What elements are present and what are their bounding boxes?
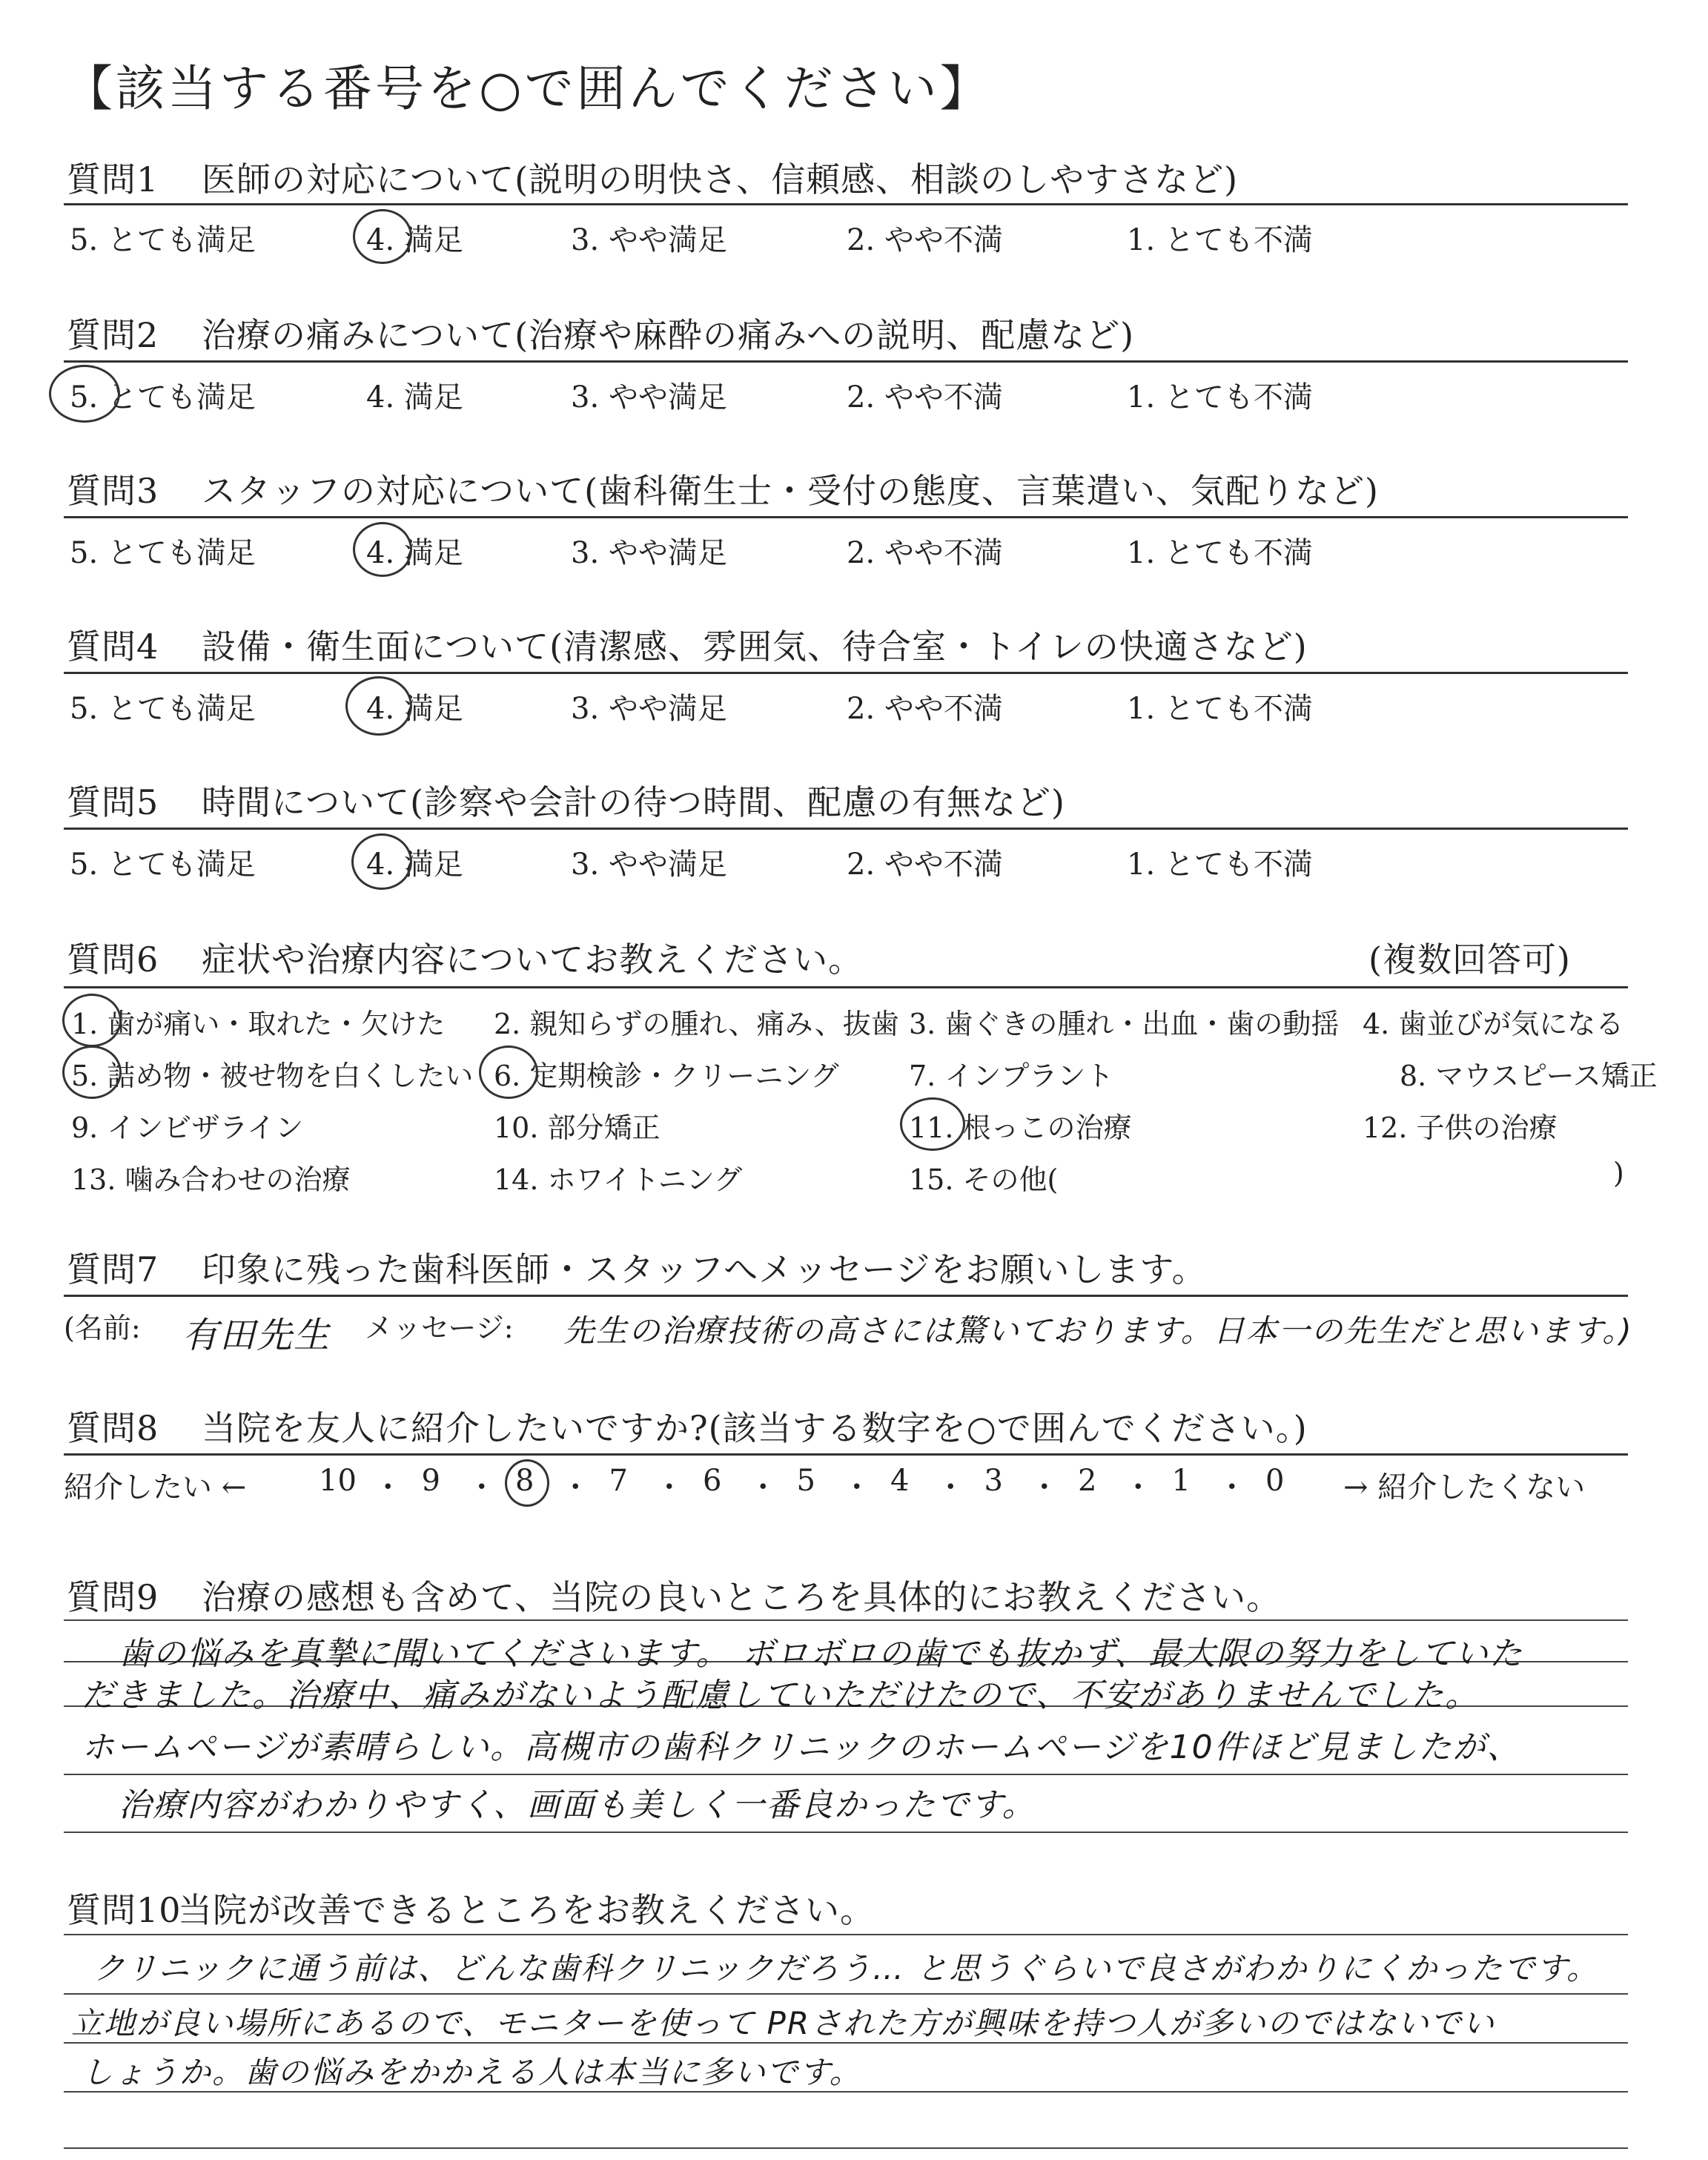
selection-circle bbox=[351, 833, 412, 890]
q2-option-1[interactable]: 1. とても不満 bbox=[1127, 380, 1313, 415]
divider bbox=[64, 828, 1628, 830]
question-2-text: 治療の痛みについて(治療や麻酔の痛みへの説明、配慮など) bbox=[202, 315, 1135, 355]
q3-option-1[interactable]: 1. とても不満 bbox=[1127, 536, 1313, 570]
question-4-label: 質問4 bbox=[67, 627, 159, 667]
scale-separator: ・ bbox=[841, 1470, 872, 1505]
q3-option-2[interactable]: 2. やや不満 bbox=[847, 536, 1003, 570]
question-6-label: 質問6 bbox=[67, 939, 159, 980]
divider bbox=[64, 516, 1628, 518]
question-7-text: 印象に残った歯科医師・スタッフへメッセージをお願いします。 bbox=[202, 1249, 1207, 1289]
selection-circle bbox=[900, 1097, 965, 1151]
selection-circle bbox=[62, 1046, 122, 1099]
page-title: 【該当する番号を○で囲んでください】 bbox=[64, 60, 992, 117]
q3-option-3[interactable]: 3. やや満足 bbox=[571, 536, 727, 570]
divider bbox=[64, 360, 1628, 363]
scale-value-4[interactable]: 4 bbox=[890, 1464, 910, 1498]
q1-option-3[interactable]: 3. やや満足 bbox=[571, 223, 727, 257]
selection-circle bbox=[345, 676, 412, 736]
q2-option-4[interactable]: 4. 満足 bbox=[366, 380, 463, 415]
q9-answer-line-4[interactable]: 治療内容がわかりやすく、画面も美しく一番良かったです。 bbox=[119, 1786, 1036, 1824]
scale-separator: ・ bbox=[373, 1470, 403, 1505]
name-value[interactable]: 有田先生 bbox=[182, 1315, 331, 1356]
scale-separator: ・ bbox=[560, 1470, 591, 1505]
question-8-text: 当院を友人に紹介したいですか?(該当する数字を○で囲んでください。) bbox=[202, 1408, 1308, 1448]
question-2-label: 質問2 bbox=[67, 315, 159, 355]
q2-option-2[interactable]: 2. やや不満 bbox=[847, 380, 1003, 415]
divider bbox=[64, 203, 1628, 205]
q5-option-5[interactable]: 5. とても満足 bbox=[70, 848, 256, 882]
scale-value-0[interactable]: 0 bbox=[1265, 1464, 1285, 1498]
q6-option-9[interactable]: 9. インビザライン bbox=[71, 1112, 304, 1144]
divider bbox=[64, 986, 1628, 988]
question-5-text: 時間について(診察や会計の待つ時間、配慮の有無など) bbox=[202, 782, 1065, 822]
q5-option-4[interactable]: 4. 満足 bbox=[366, 848, 463, 882]
scale-value-6[interactable]: 6 bbox=[703, 1464, 722, 1498]
scale-separator: ・ bbox=[1029, 1470, 1059, 1505]
q3-option-5[interactable]: 5. とても満足 bbox=[70, 536, 256, 570]
selection-circle bbox=[505, 1459, 549, 1507]
q6-option-10[interactable]: 10. 部分矯正 bbox=[494, 1112, 661, 1144]
q4-option-5[interactable]: 5. とても満足 bbox=[70, 692, 256, 726]
scale-value-1[interactable]: 1 bbox=[1171, 1464, 1191, 1498]
scale-value-8[interactable]: 8 bbox=[515, 1464, 534, 1498]
question-10-text: 当院が改善できるところをお教えください。 bbox=[178, 1890, 875, 1930]
scale-separator: ・ bbox=[1123, 1470, 1153, 1505]
q6-option-11[interactable]: 11. 根っこの治療 bbox=[909, 1112, 1132, 1144]
q6-option-5[interactable]: 5. 詰め物・被せ物を白くしたい bbox=[71, 1060, 474, 1092]
q4-option-4[interactable]: 4. 満足 bbox=[366, 692, 463, 726]
question-1-text: 医師の対応について(説明の明快さ、信頼感、相談のしやすさなど) bbox=[202, 159, 1239, 199]
answer-line bbox=[64, 1832, 1628, 1833]
q6-option-8[interactable]: 8. マウスピース矯正 bbox=[1400, 1060, 1658, 1092]
question-5-label: 質問5 bbox=[67, 782, 159, 822]
scale-separator: ・ bbox=[936, 1470, 966, 1505]
answer-line bbox=[64, 1934, 1628, 1935]
selection-circle bbox=[353, 522, 412, 577]
message-label: メッセージ: bbox=[365, 1312, 514, 1344]
q6-option-1[interactable]: 1. 歯が痛い・取れた・欠けた bbox=[71, 1008, 446, 1040]
q9-answer-line-3[interactable]: ホームページが素晴らしい。高槻市の歯科クリニックのホームページを10件ほど見ましたが、 bbox=[82, 1728, 1521, 1766]
q6-option-15-close: ) bbox=[1613, 1157, 1624, 1189]
q2-option-5[interactable]: 5. とても満足 bbox=[70, 380, 256, 415]
scale-value-3[interactable]: 3 bbox=[984, 1464, 1003, 1498]
q5-option-2[interactable]: 2. やや不満 bbox=[847, 848, 1003, 882]
scale-value-7[interactable]: 7 bbox=[609, 1464, 628, 1498]
scale-value-9[interactable]: 9 bbox=[421, 1464, 440, 1498]
q4-option-1[interactable]: 1. とても不満 bbox=[1127, 692, 1313, 726]
answer-line bbox=[64, 1993, 1628, 1995]
question-1-label: 質問1 bbox=[67, 159, 159, 199]
q2-option-3[interactable]: 3. やや満足 bbox=[571, 380, 727, 415]
q3-option-4[interactable]: 4. 満足 bbox=[366, 536, 463, 570]
q6-option-13[interactable]: 13. 噛み合わせの治療 bbox=[71, 1163, 351, 1196]
selection-circle bbox=[62, 994, 122, 1047]
q9-answer-line-1[interactable]: 歯の悩みを真摯に聞いてくださいます。 ボロボロの歯でも抜かず、最大限の努力をしていた bbox=[119, 1635, 1523, 1673]
q6-option-15[interactable]: 15. その他( bbox=[909, 1163, 1059, 1196]
q6-option-2[interactable]: 2. 親知らずの腫れ、痛み、抜歯 bbox=[494, 1008, 899, 1040]
q4-option-3[interactable]: 3. やや満足 bbox=[571, 692, 727, 726]
q6-option-14[interactable]: 14. ホワイトニング bbox=[494, 1163, 743, 1196]
divider bbox=[64, 672, 1628, 674]
q9-answer-line-2[interactable]: だきました。治療中、痛みがないよう配慮していただけたので、不安がありませんでした。 bbox=[82, 1677, 1480, 1714]
question-6-note: (複数回答可) bbox=[1368, 939, 1571, 980]
scale-left-label: 紹介したい ← bbox=[64, 1470, 247, 1505]
q10-answer-line-3[interactable]: しょうか。歯の悩みをかかえる人は本当に多いです。 bbox=[82, 2054, 862, 2090]
q1-option-5[interactable]: 5. とても満足 bbox=[70, 223, 256, 257]
scale-value-2[interactable]: 2 bbox=[1078, 1464, 1097, 1498]
message-value[interactable]: 先生の治療技術の高さには驚いております。日本一の先生だと思います。) bbox=[563, 1312, 1633, 1349]
scale-separator: ・ bbox=[1217, 1470, 1247, 1505]
scale-separator: ・ bbox=[654, 1470, 684, 1505]
divider bbox=[64, 1453, 1628, 1456]
q6-option-3[interactable]: 3. 歯ぐきの腫れ・出血・歯の動揺 bbox=[909, 1008, 1340, 1040]
question-3-text: スタッフの対応について(歯科衛生士・受付の態度、言葉遣い、気配りなど) bbox=[202, 471, 1379, 511]
q1-option-4[interactable]: 4. 満足 bbox=[366, 223, 463, 257]
q1-option-1[interactable]: 1. とても不満 bbox=[1127, 223, 1313, 257]
question-8-label: 質問8 bbox=[67, 1408, 159, 1448]
scale-separator: ・ bbox=[748, 1470, 778, 1505]
q6-option-4[interactable]: 4. 歯並びが気になる bbox=[1363, 1008, 1624, 1040]
q1-option-2[interactable]: 2. やや不満 bbox=[847, 223, 1003, 257]
q6-option-6[interactable]: 6. 定期検診・クリーニング bbox=[494, 1060, 839, 1092]
divider bbox=[64, 1295, 1628, 1297]
q4-option-2[interactable]: 2. やや不満 bbox=[847, 692, 1003, 726]
scale-value-5[interactable]: 5 bbox=[796, 1464, 815, 1498]
scale-separator: ・ bbox=[466, 1470, 497, 1505]
question-9-text: 治療の感想も含めて、当院の良いところを具体的にお教えください。 bbox=[202, 1577, 1282, 1617]
question-6-text: 症状や治療内容についてお教えください。 bbox=[202, 939, 864, 980]
q5-option-3[interactable]: 3. やや満足 bbox=[571, 848, 727, 882]
scale-value-10[interactable]: 10 bbox=[319, 1464, 357, 1498]
q6-option-7[interactable]: 7. インプラント bbox=[909, 1060, 1114, 1092]
question-4-text: 設備・衛生面について(清潔感、雰囲気、待合室・トイレの快適さなど) bbox=[202, 627, 1308, 667]
name-label: (名前: bbox=[64, 1312, 141, 1344]
q6-option-12[interactable]: 12. 子供の治療 bbox=[1363, 1112, 1558, 1144]
question-3-label: 質問3 bbox=[67, 471, 159, 511]
selection-circle bbox=[49, 365, 120, 423]
scale-right-label: → 紹介したくない bbox=[1343, 1470, 1586, 1505]
answer-line bbox=[64, 1619, 1628, 1621]
q5-option-1[interactable]: 1. とても不満 bbox=[1127, 848, 1313, 882]
q10-answer-line-1[interactable]: クリニックに通う前は、どんな歯科クリニックだろう… と思うぐらいで良さがわかりにくかったです。 bbox=[93, 1950, 1599, 1986]
answer-line bbox=[64, 2147, 1628, 2149]
answer-line bbox=[64, 1774, 1628, 1775]
selection-circle bbox=[479, 1046, 538, 1099]
question-10-label: 質問10 bbox=[67, 1890, 182, 1930]
q10-answer-line-2[interactable]: 立地が良い場所にあるので、モニターを使って PRされた方が興味を持つ人が多いのではないでい bbox=[71, 2005, 1496, 2041]
question-7-label: 質問7 bbox=[67, 1249, 159, 1289]
question-9-label: 質問9 bbox=[67, 1577, 159, 1617]
selection-circle bbox=[353, 209, 412, 264]
